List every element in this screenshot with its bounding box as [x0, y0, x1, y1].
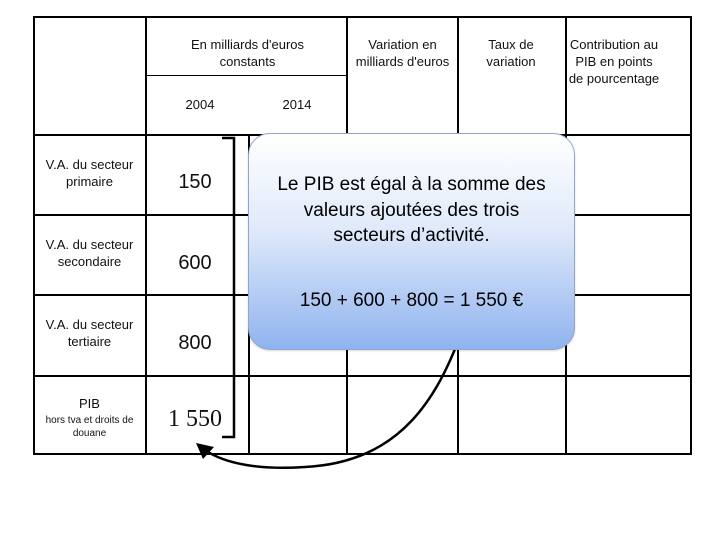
value-pib: 1 550: [168, 406, 222, 432]
value-secondaire: 600: [178, 252, 212, 274]
row-sublabel-pib: hors tva et droits de douane: [45, 415, 134, 439]
row-label-secondaire: V.A. du secteur secondaire: [45, 237, 134, 269]
row-label-tertiaire: V.A. du secteur tertiaire: [45, 317, 134, 349]
header-year-2004: 2004: [185, 97, 215, 112]
callout-text: Le PIB est égal à la somme des valeurs ajoutées des trois secteurs d’activité.: [277, 174, 546, 247]
row-label-pib: PIB: [79, 396, 100, 411]
arrow-head: [196, 443, 214, 459]
row-label-primaire: V.A. du secteur primaire: [45, 157, 134, 189]
callout-bubble: [248, 133, 575, 350]
header-variation: Variation en milliards d'euros: [355, 37, 450, 69]
header-taux: Taux de variation: [486, 37, 536, 69]
value-primaire: 150: [178, 171, 212, 193]
bracket: [222, 138, 234, 437]
header-year-2014: 2014: [282, 97, 312, 112]
header-group: En milliards d'euros constants: [190, 37, 305, 69]
callout-formula: 150 + 600 + 800 = 1 550 €: [299, 290, 524, 311]
value-tertiaire: 800: [178, 332, 212, 354]
header-contribution: Contribution au PIB en points de pourcentage: [568, 37, 660, 86]
